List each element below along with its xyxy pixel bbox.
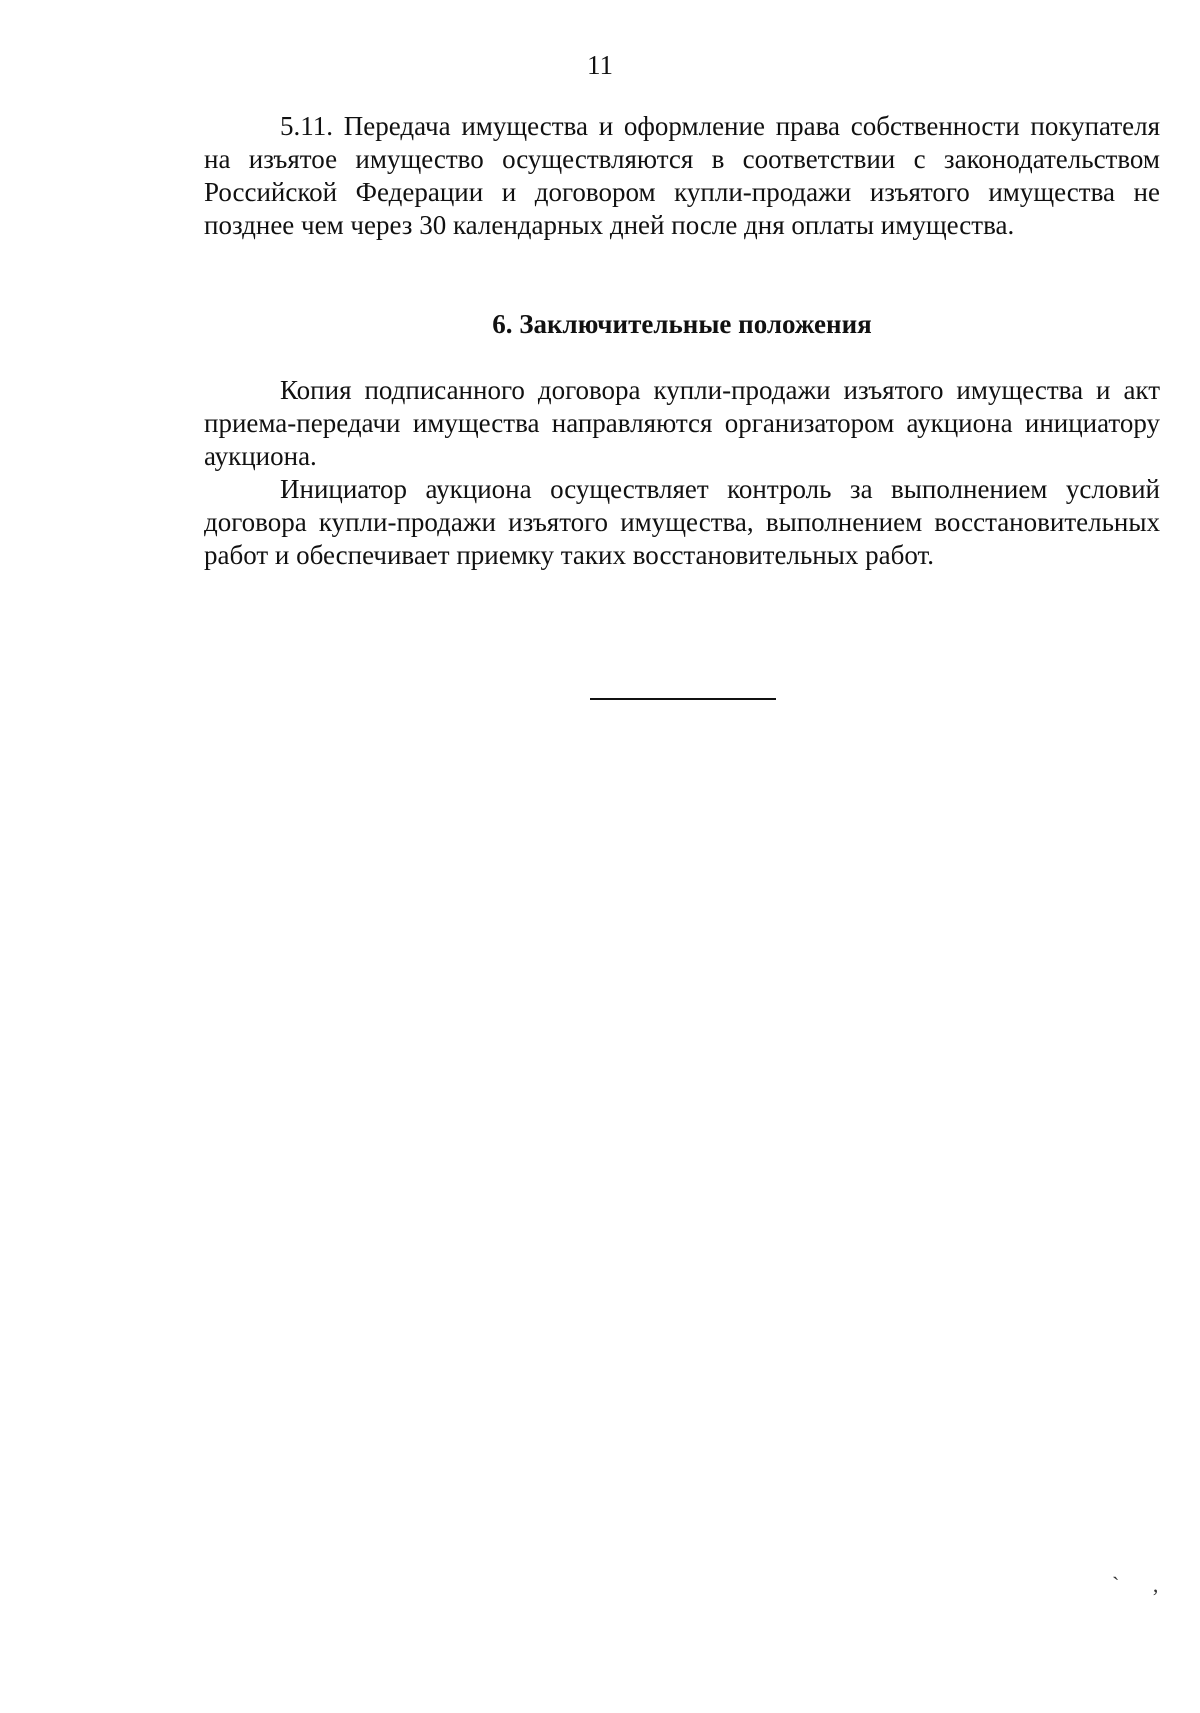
end-separator-line (590, 698, 776, 700)
section-6-paragraph-2: Инициатор аукциона осуществляет контроль за выполнением условий договора купли-продажи изъятого имущества, выполнением восстановительных работ и обеспечивает приемку таких восстановительных работ. (204, 474, 1160, 570)
section-6-paragraph-1: Копия подписанного договора купли-продажи изъятого имущества и акт приема-передачи имущества направляются организатором аукциона инициатору аукциона. (204, 375, 1160, 471)
page-number: 11 (587, 50, 613, 80)
section-6-heading: 6. Заключительные положения (492, 309, 872, 339)
corner-scan-marks: ` , (1112, 1572, 1173, 1597)
clause-5-11-text: 5.11. Передача имущества и оформление права собственности покупателя на изъятое имущество осуществляются в соответствии с законодательством Российской Федерации и договором купли-продажи изъятого имущества не позднее чем через 30 календарных дней после дня оплаты имущества. (204, 111, 1160, 240)
section-6-body (204, 374, 1160, 572)
clause-5-11-block (204, 110, 1160, 242)
